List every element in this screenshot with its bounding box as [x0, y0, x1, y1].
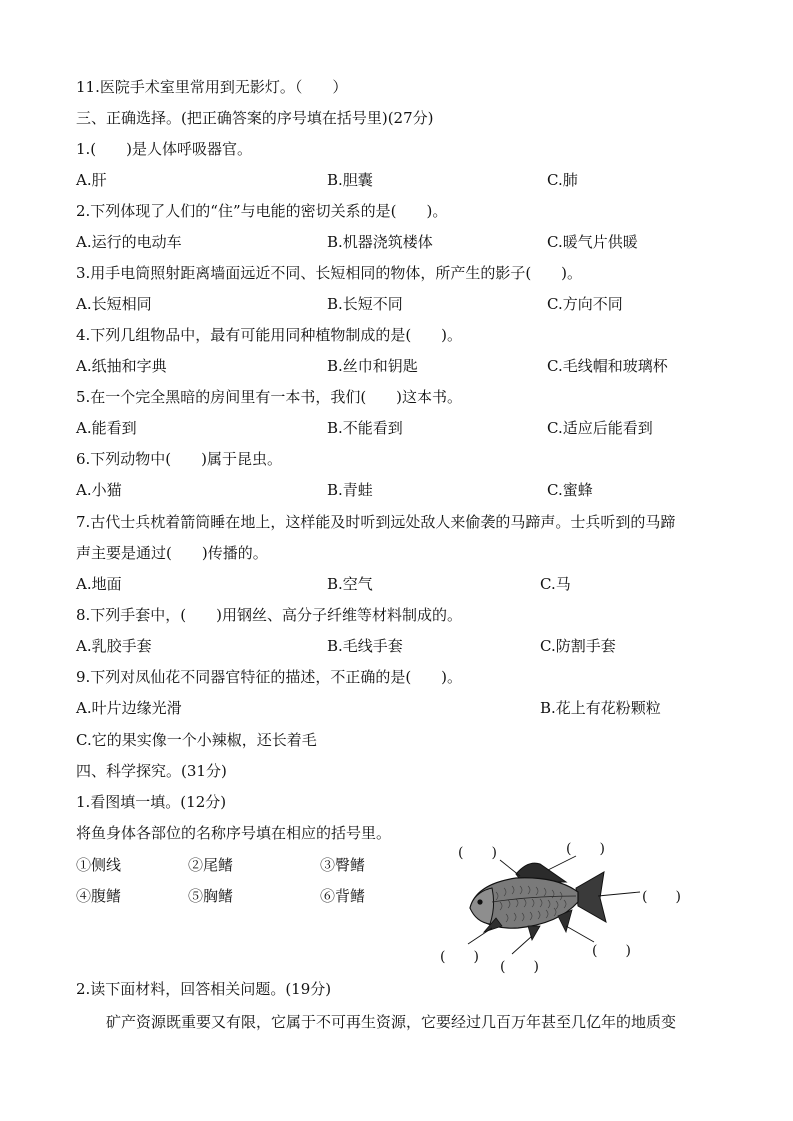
- question-8-option-a: A.乳胶手套: [76, 637, 152, 655]
- question-7-stem-line-1: 7.古代士兵枕着箭筒睡在地上，这样能及时听到远处敌人来偷袭的马蹄声。士兵听到的马蹄: [76, 513, 676, 531]
- blank-bottom-right[interactable]: ( ): [592, 943, 631, 959]
- question-1-option-a: A.肝: [76, 171, 107, 189]
- term-lateral-line: ①侧线: [76, 856, 122, 874]
- term-anal-fin: ③臀鳍: [320, 856, 366, 874]
- fish-tail-fin: [576, 872, 606, 922]
- question-9-option-a: A.叶片边缘光滑: [76, 699, 182, 717]
- blank-top-left[interactable]: ( ): [458, 845, 497, 861]
- section-3-heading: 三、正确选择。(把正确答案的序号填在括号里)(27分): [76, 109, 434, 127]
- part-2-title: 2.读下面材料，回答相关问题。(19分): [76, 980, 332, 998]
- question-11: 11.医院手术室里常用到无影灯。（ ）: [76, 78, 348, 96]
- term-tail-fin: ②尾鳍: [188, 856, 234, 874]
- question-6-option-c: C.蜜蜂: [547, 481, 593, 499]
- blank-bottom-left[interactable]: ( ): [440, 949, 479, 965]
- question-8-option-b: B.毛线手套: [327, 637, 403, 655]
- question-9-option-c: C.它的果实像一个小辣椒，还长着毛: [76, 731, 317, 749]
- question-5-option-a: A.能看到: [76, 419, 137, 437]
- question-7-option-c: C.马: [540, 575, 571, 593]
- fish-eye: [477, 899, 482, 904]
- question-9-option-b: B.花上有花粉颗粒: [540, 699, 661, 717]
- section-4-heading: 四、科学探究。(31分): [76, 762, 227, 780]
- question-3-option-a: A.长短相同: [76, 295, 152, 313]
- fish-diagram: [436, 836, 706, 976]
- question-6-stem: 6.下列动物中( )属于昆虫。: [76, 450, 283, 468]
- question-2-option-a: A.运行的电动车: [76, 233, 182, 251]
- question-1-stem: 1.( )是人体呼吸器官。: [76, 140, 253, 158]
- question-2-option-b: B.机器浇筑楼体: [327, 233, 433, 251]
- blank-bottom-middle[interactable]: ( ): [500, 959, 539, 975]
- question-1-option-b: B.胆囊: [327, 171, 373, 189]
- question-7-stem-line-2: 声主要是通过( )传播的。: [76, 544, 268, 562]
- question-8-stem: 8.下列手套中，( )用钢丝、高分子纤维等材料制成的。: [76, 606, 463, 624]
- question-2-stem: 2.下列体现了人们的“住”与电能的密切关系的是( )。: [76, 202, 448, 220]
- question-5-stem: 5.在一个完全黑暗的房间里有一本书，我们( )这本书。: [76, 388, 463, 406]
- term-pelvic-fin: ④腹鳍: [76, 887, 122, 905]
- blank-right[interactable]: ( ): [642, 889, 681, 905]
- part-1-instruction: 将鱼身体各部位的名称序号填在相应的括号里。: [76, 824, 392, 842]
- question-1-option-c: C.肺: [547, 171, 578, 189]
- question-4-option-c: C.毛线帽和玻璃杯: [547, 357, 668, 375]
- question-5-option-b: B.不能看到: [327, 419, 403, 437]
- question-6-option-a: A.小猫: [76, 481, 122, 499]
- fish-head: [470, 888, 494, 924]
- question-6-option-b: B.青蛙: [327, 481, 373, 499]
- question-9-stem: 9.下列对凤仙花不同器官特征的描述，不正确的是( )。: [76, 668, 463, 686]
- question-4-option-b: B.丝巾和钥匙: [327, 357, 418, 375]
- question-2-option-c: C.暖气片供暖: [547, 233, 638, 251]
- term-dorsal-fin: ⑥背鳍: [320, 887, 366, 905]
- question-5-option-c: C.适应后能看到: [547, 419, 653, 437]
- question-7-option-a: A.地面: [76, 575, 122, 593]
- question-3-stem: 3.用手电筒照射距离墙面远近不同、长短相同的物体，所产生的影子( )。: [76, 264, 583, 282]
- question-8-option-c: C.防割手套: [540, 637, 616, 655]
- part-1-title: 1.看图填一填。(12分): [76, 793, 227, 811]
- question-4-option-a: A.纸抽和字典: [76, 357, 167, 375]
- question-7-option-b: B.空气: [327, 575, 373, 593]
- question-3-option-c: C.方向不同: [547, 295, 623, 313]
- term-pectoral-fin: ⑤胸鳍: [188, 887, 234, 905]
- blank-top-right[interactable]: ( ): [566, 841, 605, 857]
- question-4-stem: 4.下列几组物品中，最有可能用同种植物制成的是( )。: [76, 326, 463, 344]
- part-2-text: 矿产资源既重要又有限，它属于不可再生资源，它要经过几百万年甚至几亿年的地质变: [106, 1013, 677, 1031]
- question-3-option-b: B.长短不同: [327, 295, 403, 313]
